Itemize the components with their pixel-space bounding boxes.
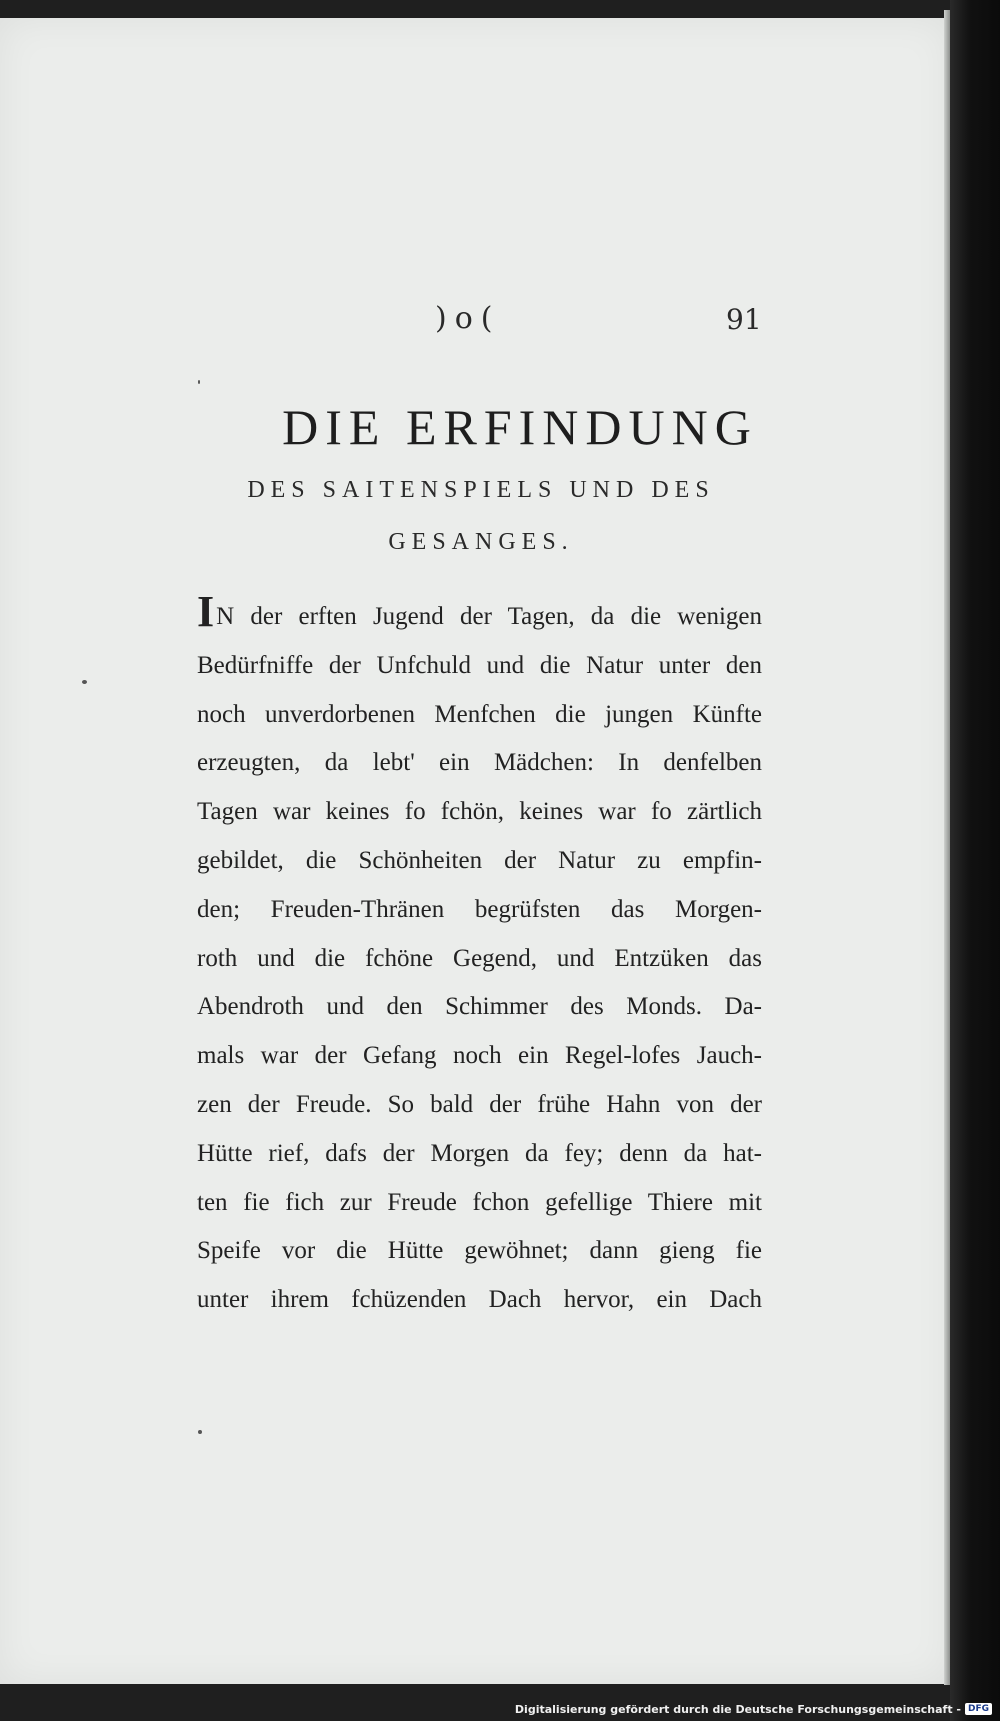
text-line: mals war der Gefang noch ein Regel-lofes Jauch- [197,1042,762,1070]
book-page [0,18,950,1684]
text-line: IN der erften Jugend der Tagen, da die wenigen [197,587,762,636]
chapter-subtitle: DES SAITENSPIELS UND DES GESANGES. [247,477,715,555]
drop-cap: I [197,587,215,636]
text-line: Hütte rief, dafs der Morgen da fey; denn da hat- [197,1139,762,1167]
text-line: Speife vor die Hütte gewöhnet; dann gieng fie [197,1237,762,1265]
text-line: unter ihrem fchüzenden Dach hervor, ein Dach [197,1286,762,1314]
book-spine-shadow [950,0,1000,1721]
digitization-credit [515,1700,992,1718]
paper-speck [82,680,87,684]
text-line: Bedürfniffe der Unfchuld und die Natur unter den [197,651,762,679]
body-text [197,587,762,1325]
paper-speck [198,1430,202,1434]
text-line: den; Freuden-Thränen begrüfsten das Morgen- [197,895,762,923]
text-line: Abendroth und den Schimmer des Monds. Da- [197,993,762,1021]
text-line: ten fie fich zur Freude fchon gefellige Thiere mit [197,1188,762,1216]
paper-speck [198,380,200,384]
text-line: gebildet, die Schönheiten der Natur zu empfin- [197,846,762,874]
running-head [0,301,950,341]
text-line: Tagen war keines fo fchön, keines war fo zärtlich [197,798,762,826]
credit-text: Digitalisierung gefördert durch die Deutsche Forschungsgemeinschaft - [514,1702,961,1716]
text-line: zen der Freude. So bald der frühe Hahn von der [197,1090,762,1118]
dfg-logo: DFG [965,1703,992,1715]
page-number: 91 [726,303,762,336]
running-head-ornament: )o( [435,301,501,336]
text-line: erzeugten, da lebt' ein Mädchen: In denfelben [197,749,762,777]
text-line: roth und die fchöne Gegend, und Entzüken das [197,944,762,972]
text-line: noch unverdorbenen Menfchen die jungen Künfte [197,700,762,728]
chapter-title: DIE ERFINDUNG [282,399,758,455]
